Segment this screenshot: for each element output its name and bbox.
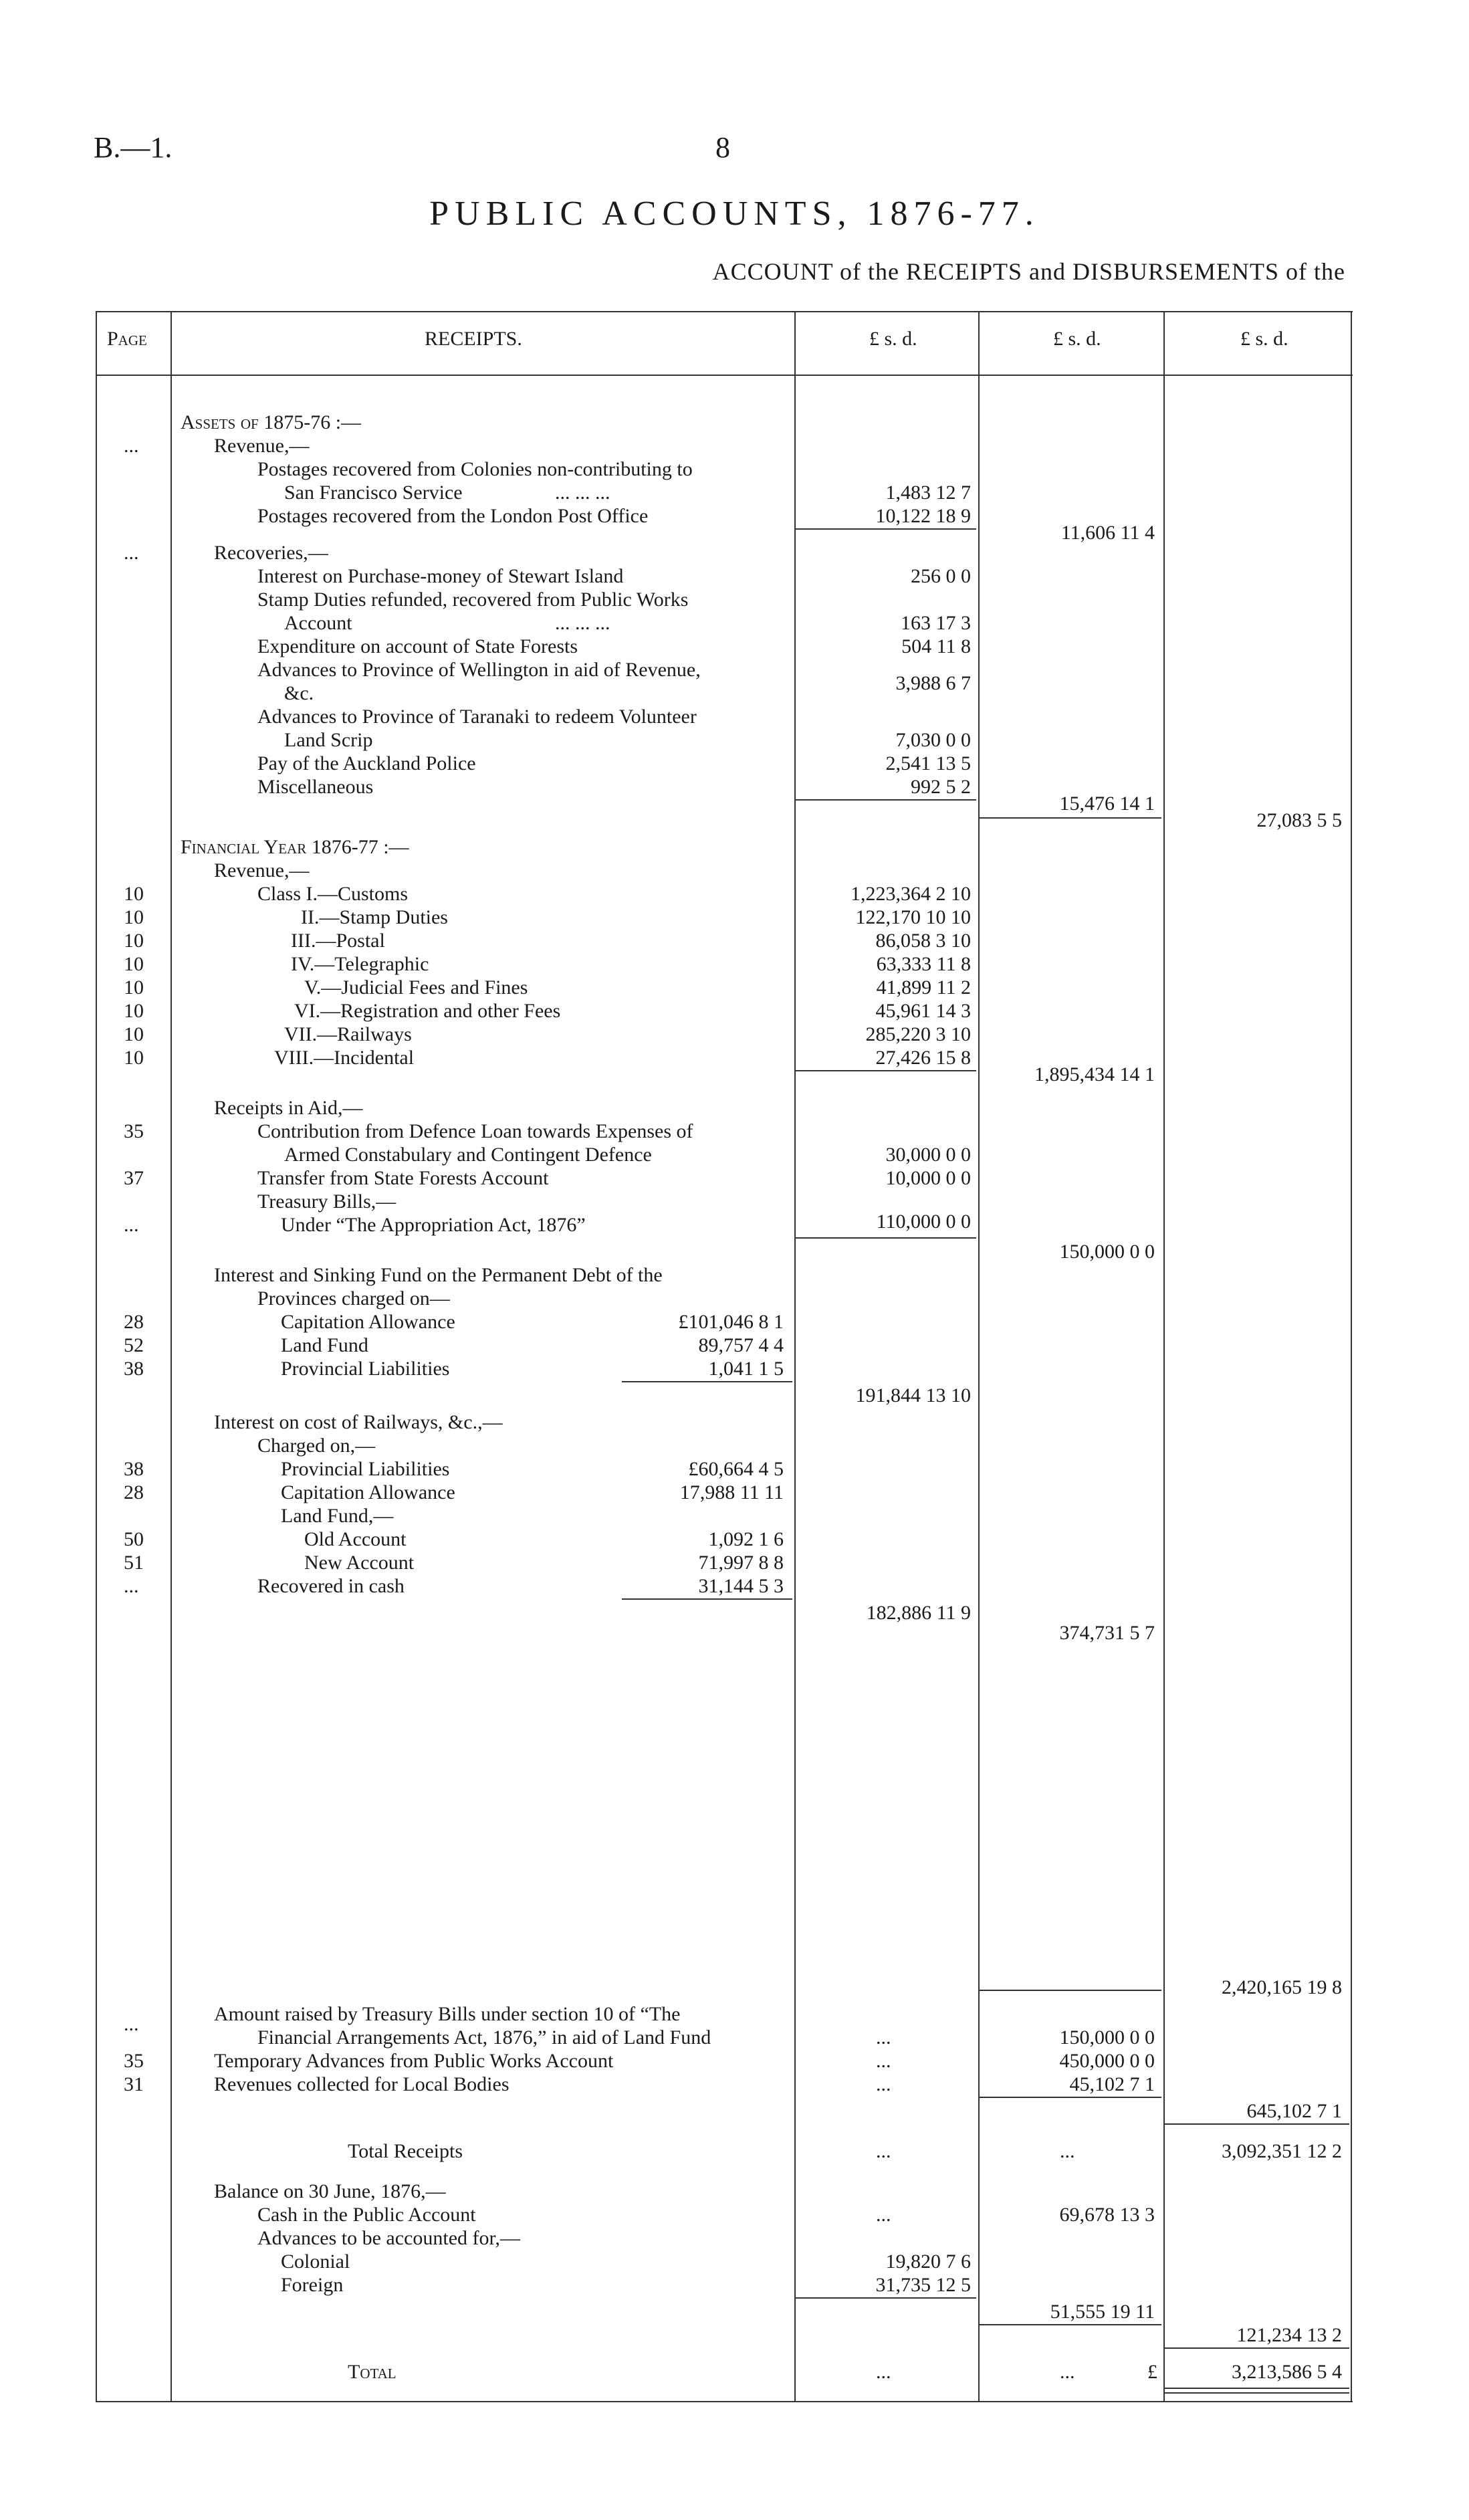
- financial-heading: Financial Year 1876-77 :—: [181, 836, 409, 858]
- col3-divider: [1163, 311, 1165, 2401]
- financial-total: 2,420,165 19 8: [1222, 1976, 1342, 1998]
- class-amount: 86,058 3 10: [875, 930, 971, 952]
- double-rule-top: [1165, 2388, 1349, 2389]
- cash-amount: 69,678 13 3: [1059, 2204, 1155, 2226]
- land-fund-label: Land Fund: [281, 1334, 368, 1356]
- document-reference: B.—1.: [94, 131, 173, 164]
- page-col-divider: [171, 311, 172, 2401]
- foreign-amount: 31,735 12 5: [875, 2274, 971, 2296]
- contribution-label-2: Armed Constabulary and Contingent Defence: [284, 1144, 652, 1166]
- col-header-page: Page: [107, 328, 147, 350]
- cash-label: Cash in the Public Account: [257, 2204, 476, 2226]
- advances-taranaki-label: Advances to Province of Taranaki to redeem Volunteer: [257, 706, 697, 728]
- class-label: VI.—Registration and other Fees: [294, 1000, 561, 1022]
- page-ref: ...: [124, 2013, 139, 2035]
- advances-taranaki-label-2: Land Scrip: [284, 729, 373, 751]
- rail-capitation-label: Capitation Allowance: [281, 1481, 455, 1503]
- balance-total: 121,234 13 2: [1236, 2324, 1342, 2346]
- empty-cell: ...: [1060, 2140, 1075, 2162]
- postages-colonies-label: Postages recovered from Colonies non-contributing to: [257, 458, 693, 480]
- amount-raised-label-2: Financial Arrangements Act, 1876,” in aid of Land Fund: [257, 2026, 711, 2049]
- col1-divider: [794, 311, 796, 2401]
- provincial-amount: 1,041 1 5: [708, 1358, 784, 1380]
- charged-on-label: Charged on,—: [257, 1435, 376, 1457]
- page-ref: 51: [124, 1552, 144, 1574]
- page-ref: 38: [124, 1358, 144, 1380]
- postages-london-amount: 10,122 18 9: [875, 505, 971, 527]
- col-header-3: £ s. d.: [1240, 328, 1288, 350]
- stamp-duties-amount: 163 17 3: [901, 612, 971, 634]
- empty-cell: ...: [876, 2204, 891, 2226]
- advances-wellington-amount: 3,988 6 7: [895, 672, 971, 694]
- receipts-in-aid-total: 150,000 0 0: [1059, 1241, 1155, 1263]
- new-account-amount: 71,997 8 8: [698, 1552, 784, 1574]
- advances-wellington-label-2: &c.: [284, 682, 314, 704]
- page-number: 8: [715, 131, 730, 164]
- amount-raised-label: Amount raised by Treasury Bills under section 10 of “The: [214, 2003, 681, 2025]
- table-bottom-rule: [96, 2401, 1353, 2402]
- postages-colonies-amount: 1,483 12 7: [885, 482, 971, 504]
- railways-total: 182,886 11 9: [866, 1602, 971, 1624]
- class-label: II.—Stamp Duties: [301, 906, 448, 928]
- recoveries-total: 15,476 14 1: [1059, 793, 1155, 815]
- class-label: Class I.—Customs: [257, 883, 409, 905]
- financial-revenue-label: Revenue,—: [214, 859, 310, 881]
- colonial-label: Colonial: [281, 2250, 350, 2273]
- advances-total: 51,555 19 11: [1050, 2301, 1155, 2323]
- sinking-total: 191,844 13 10: [855, 1384, 971, 1406]
- page-ref: 10: [124, 976, 144, 999]
- page-ref: 31: [124, 2073, 144, 2095]
- transfer-label: Transfer from State Forests Account: [257, 1167, 549, 1189]
- assets-revenue-total: 11,606 11 4: [1060, 522, 1155, 544]
- local-bodies-amount: 45,102 7 1: [1069, 2073, 1155, 2095]
- pay-police-amount: 2,541 13 5: [885, 752, 971, 774]
- rail-provincial-label: Provincial Liabilities: [281, 1458, 450, 1480]
- page-ref: 10: [124, 1047, 144, 1069]
- class-label: VIII.—Incidental: [274, 1047, 415, 1069]
- interest-railways-label: Interest on cost of Railways, &c.,—: [214, 1411, 503, 1433]
- page-ref: 38: [124, 1458, 144, 1480]
- page-ref: 10: [124, 1000, 144, 1022]
- subtotal-rule: [622, 1381, 792, 1382]
- assets-revenue-label: Revenue,—: [214, 435, 310, 457]
- page-ref: ...: [124, 542, 139, 564]
- page-ref: 28: [124, 1311, 144, 1333]
- col2-divider: [978, 311, 980, 2401]
- total-receipts-label: Total Receipts: [348, 2140, 463, 2162]
- class-label: V.—Judicial Fees and Fines: [304, 976, 528, 999]
- subtotal-rule: [980, 817, 1161, 819]
- rail-capitation-amount: 17,988 11 11: [679, 1481, 784, 1503]
- left-border: [96, 311, 97, 2401]
- appropriation-label: Under “The Appropriation Act, 1876”: [281, 1214, 586, 1236]
- pay-police-label: Pay of the Auckland Police: [257, 752, 476, 774]
- interest-sinking-label: Interest and Sinking Fund on the Permanent Debt of the: [214, 1264, 663, 1286]
- colonial-amount: 19,820 7 6: [885, 2250, 971, 2273]
- provincial-label: Provincial Liabilities: [281, 1358, 450, 1380]
- empty-cell: ...: [876, 2361, 891, 2383]
- assets-heading: Assets of 1875-76 :—: [181, 411, 362, 433]
- class-amount: 285,220 3 10: [865, 1023, 971, 1045]
- recovered-cash-amount: 31,144 5 3: [698, 1575, 784, 1597]
- provinces-charged-label: Provinces charged on—: [257, 1287, 450, 1309]
- subtotal-rule: [796, 1237, 976, 1239]
- receipts-in-aid-label: Receipts in Aid,—: [214, 1097, 363, 1119]
- page-ref: 37: [124, 1167, 144, 1189]
- class-label: IV.—Telegraphic: [291, 953, 429, 975]
- page-ref: 10: [124, 1023, 144, 1045]
- postages-colonies-label-2: San Francisco Service: [284, 482, 463, 504]
- rail-provincial-amount: £60,664 4 5: [688, 1458, 784, 1480]
- subtotal-rule: [1165, 2123, 1349, 2125]
- right-border: [1351, 311, 1352, 2401]
- empty-cell: ...: [876, 2050, 891, 2072]
- new-account-label: New Account: [304, 1552, 415, 1574]
- temporary-label: Temporary Advances from Public Works Account: [214, 2050, 614, 2072]
- grand-total-label: Total: [348, 2361, 397, 2383]
- interest-stewart-label: Interest on Purchase-money of Stewart Island: [257, 565, 624, 587]
- advances-wellington-label: Advances to Province of Wellington in aid of Revenue,: [257, 659, 701, 681]
- recoveries-label: Recoveries,—: [214, 542, 328, 564]
- subtotal-rule: [796, 1070, 976, 1071]
- stamp-duties-label: Stamp Duties refunded, recovered from Public Works: [257, 589, 689, 611]
- total-receipts-amount: 3,092,351 12 2: [1222, 2140, 1342, 2162]
- balance-label: Balance on 30 June, 1876,—: [214, 2180, 446, 2202]
- transfer-amount: 10,000 0 0: [885, 1167, 971, 1189]
- recovered-cash-label: Recovered in cash: [257, 1575, 405, 1597]
- page-ref: 10: [124, 953, 144, 975]
- subtotal-rule: [622, 1598, 792, 1600]
- amount-raised-amount: 150,000 0 0: [1059, 2026, 1155, 2049]
- empty-cell: ...: [876, 2026, 891, 2049]
- old-account-label: Old Account: [304, 1528, 407, 1550]
- page-ref: ...: [124, 1575, 139, 1597]
- contribution-amount: 30,000 0 0: [885, 1144, 971, 1166]
- grand-total-amount: 3,213,586 5 4: [1232, 2361, 1342, 2383]
- capitation-label: Capitation Allowance: [281, 1311, 455, 1333]
- class-amount: 63,333 11 8: [876, 953, 971, 975]
- col-header-2: £ s. d.: [1053, 328, 1101, 350]
- class-amount: 27,426 15 8: [875, 1047, 971, 1069]
- subtotal-rule: [980, 2097, 1161, 2098]
- subtotal-rule: [980, 2324, 1161, 2325]
- advances-taranaki-amount: 7,030 0 0: [895, 729, 971, 751]
- subtotal-rule: [796, 799, 976, 801]
- assets-total: 27,083 5 5: [1256, 809, 1342, 831]
- empty-cell: ...: [1060, 2361, 1075, 2383]
- expenditure-forests-amount: 504 11 8: [901, 635, 971, 657]
- interest-stewart-amount: 256 0 0: [911, 565, 971, 587]
- class-amount: 41,899 11 2: [876, 976, 971, 999]
- advances-label: Advances to be accounted for,—: [257, 2227, 520, 2249]
- interest-total: 374,731 5 7: [1059, 1622, 1155, 1644]
- page-ref: ...: [124, 435, 139, 457]
- page-ref: ...: [124, 1214, 139, 1236]
- appropriation-amount: 110,000 0 0: [876, 1211, 971, 1233]
- old-account-amount: 1,092 1 6: [708, 1528, 784, 1550]
- land-fund-amount: 89,757 4 4: [698, 1334, 784, 1356]
- misc-amount: 992 5 2: [911, 776, 971, 798]
- class-amount: 1,223,364 2 10: [851, 883, 971, 905]
- page-ref: 35: [124, 1120, 144, 1142]
- page-ref: 10: [124, 906, 144, 928]
- double-rule-bottom: [1165, 2392, 1349, 2394]
- page-title: PUBLIC ACCOUNTS, 1876-77.: [429, 195, 1040, 233]
- page-subtitle: ACCOUNT of the RECEIPTS and DISBURSEMENTS of the: [712, 258, 1345, 285]
- rail-land-fund-label: Land Fund,—: [281, 1505, 394, 1527]
- class-amount: 45,961 14 3: [875, 1000, 971, 1022]
- leaders: ... ... ...: [555, 482, 610, 504]
- pound-sign: £: [1147, 2361, 1157, 2383]
- treasury-bills-label: Treasury Bills,—: [257, 1190, 397, 1213]
- page-ref: 10: [124, 930, 144, 952]
- expenditure-forests-label: Expenditure on account of State Forests: [257, 635, 578, 657]
- empty-cell: ...: [876, 2140, 891, 2162]
- page-ref: 52: [124, 1334, 144, 1356]
- capitation-amount: £101,046 8 1: [678, 1311, 784, 1333]
- contribution-label: Contribution from Defence Loan towards Expenses of: [257, 1120, 693, 1142]
- other-total: 645,102 7 1: [1246, 2100, 1342, 2122]
- subtotal-rule: [980, 1990, 1161, 1991]
- class-amount: 122,170 10 10: [855, 906, 971, 928]
- class-label: III.—Postal: [291, 930, 385, 952]
- temporary-amount: 450,000 0 0: [1059, 2050, 1155, 2072]
- page-ref: 35: [124, 2050, 144, 2072]
- local-bodies-label: Revenues collected for Local Bodies: [214, 2073, 510, 2095]
- foreign-label: Foreign: [281, 2274, 344, 2296]
- subtotal-rule: [796, 2297, 976, 2299]
- postages-london-label: Postages recovered from the London Post Office: [257, 505, 649, 527]
- page-ref: 28: [124, 1481, 144, 1503]
- page-ref: 50: [124, 1528, 144, 1550]
- misc-label: Miscellaneous: [257, 776, 374, 798]
- empty-cell: ...: [876, 2073, 891, 2095]
- stamp-duties-label-2: Account: [284, 612, 352, 634]
- leaders: ... ... ...: [555, 612, 610, 634]
- col-header-1: £ s. d.: [869, 328, 917, 350]
- subtotal-rule: [1165, 2347, 1349, 2349]
- financial-revenue-total: 1,895,434 14 1: [1034, 1063, 1155, 1085]
- page-ref: 10: [124, 883, 144, 905]
- col-header-receipts: RECEIPTS.: [425, 328, 522, 350]
- subtotal-rule: [796, 528, 976, 530]
- class-label: VII.—Railways: [284, 1023, 412, 1045]
